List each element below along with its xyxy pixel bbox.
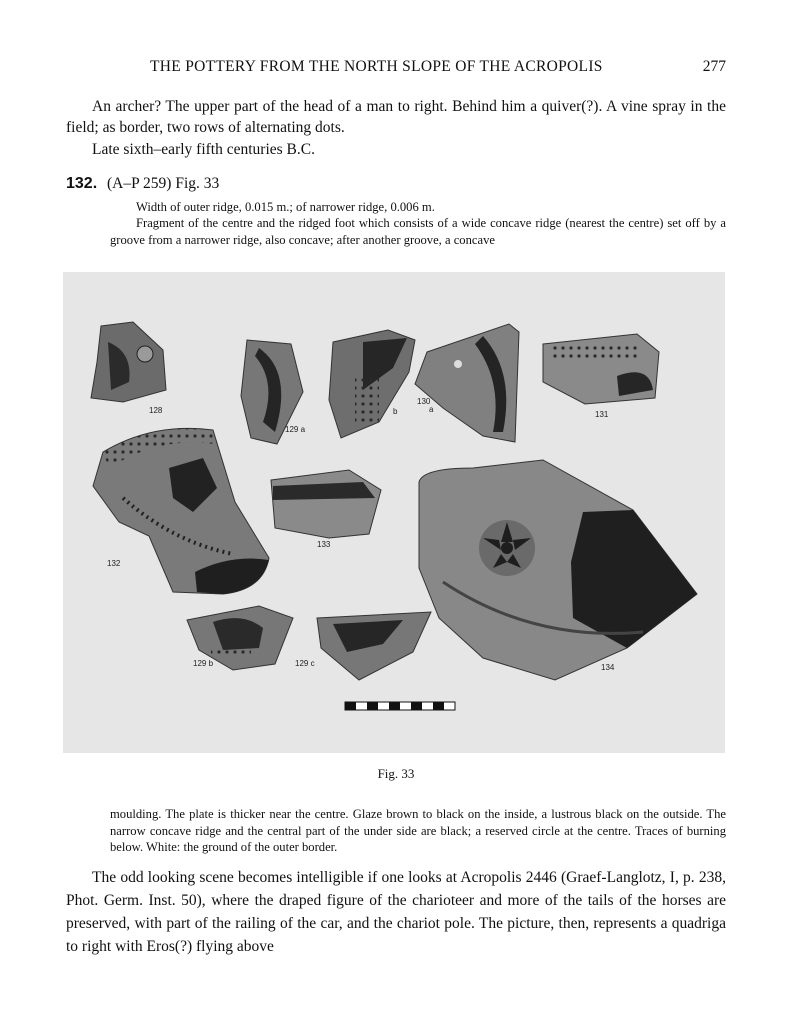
label-129c: 129 c (295, 659, 315, 668)
sherd-129c (295, 612, 431, 680)
entry-description: Fragment of the centre and the ridged foot which consists of a wide concave ridge (nearest the centre) set off by a groove from a narrower ridge, also concave; after another groove, a concave (110, 216, 726, 247)
label-130: 130 (417, 397, 431, 406)
label-129a: 129 a (285, 425, 306, 434)
running-head (150, 58, 726, 80)
catalogue-entry-heading (66, 175, 219, 193)
sherd-128 (91, 322, 166, 415)
scale-bar (345, 702, 455, 710)
label-129b: 129 b (193, 659, 214, 668)
entry-number: 132. (66, 175, 98, 192)
entry-description-continued: moulding. The plate is thicker near the centre. Glaze brown to black on the inside, a lustrous black on the outside. The narrow concave ridge and the central part of the under side are black; a reserved circle at the centre. Traces of burning below. White: the ground of the outer border. (110, 807, 726, 854)
running-title: THE POTTERY FROM THE NORTH SLOPE OF THE ACROPOLIS (150, 58, 603, 75)
figure-plate (63, 272, 725, 753)
label-133: 133 (317, 540, 331, 549)
label-132: 132 (107, 559, 121, 568)
sherd-129a (241, 340, 306, 444)
date-line: Late sixth–early fifth centuries B.C. (92, 141, 315, 158)
label-130b: b (393, 407, 398, 416)
sherd-132 (93, 428, 269, 594)
label-131: 131 (595, 410, 609, 419)
sherd-131 (543, 334, 659, 419)
sherd-134 (419, 460, 697, 680)
sherd-130b (329, 330, 415, 438)
page-number: 277 (702, 58, 726, 75)
sherd-133 (271, 470, 381, 549)
intro-paragraph: An archer? The upper part of the head of a man to right. Behind him a quiver(?). A vine spray in the field; as border, two rows of alternating dots. (66, 98, 726, 136)
body-paragraph: The odd looking scene becomes intelligible if one looks at Acropolis 2446 (Graef-Langlotz, I, p. 238, Phot. Germ. Inst. 50), where the draped figure of the charioteer and more of the tails of the horses are preserved, with part of the railing of the car, and the chariot pole. The picture, then, represents a quadriga to right with Eros(?) flying above (66, 869, 726, 955)
label-134: 134 (601, 663, 615, 672)
label-130a: a (429, 405, 434, 414)
entry-reference: (A–P 259) Fig. 33 (107, 175, 220, 192)
label-128: 128 (149, 406, 163, 415)
sherd-129b (187, 606, 293, 670)
entry-dimensions: Width of outer ridge, 0.015 m.; of narrower ridge, 0.006 m. (136, 200, 435, 214)
sherd-130a (415, 324, 519, 442)
figure-caption: Fig. 33 (377, 766, 415, 781)
sherd-photograph (63, 272, 725, 753)
